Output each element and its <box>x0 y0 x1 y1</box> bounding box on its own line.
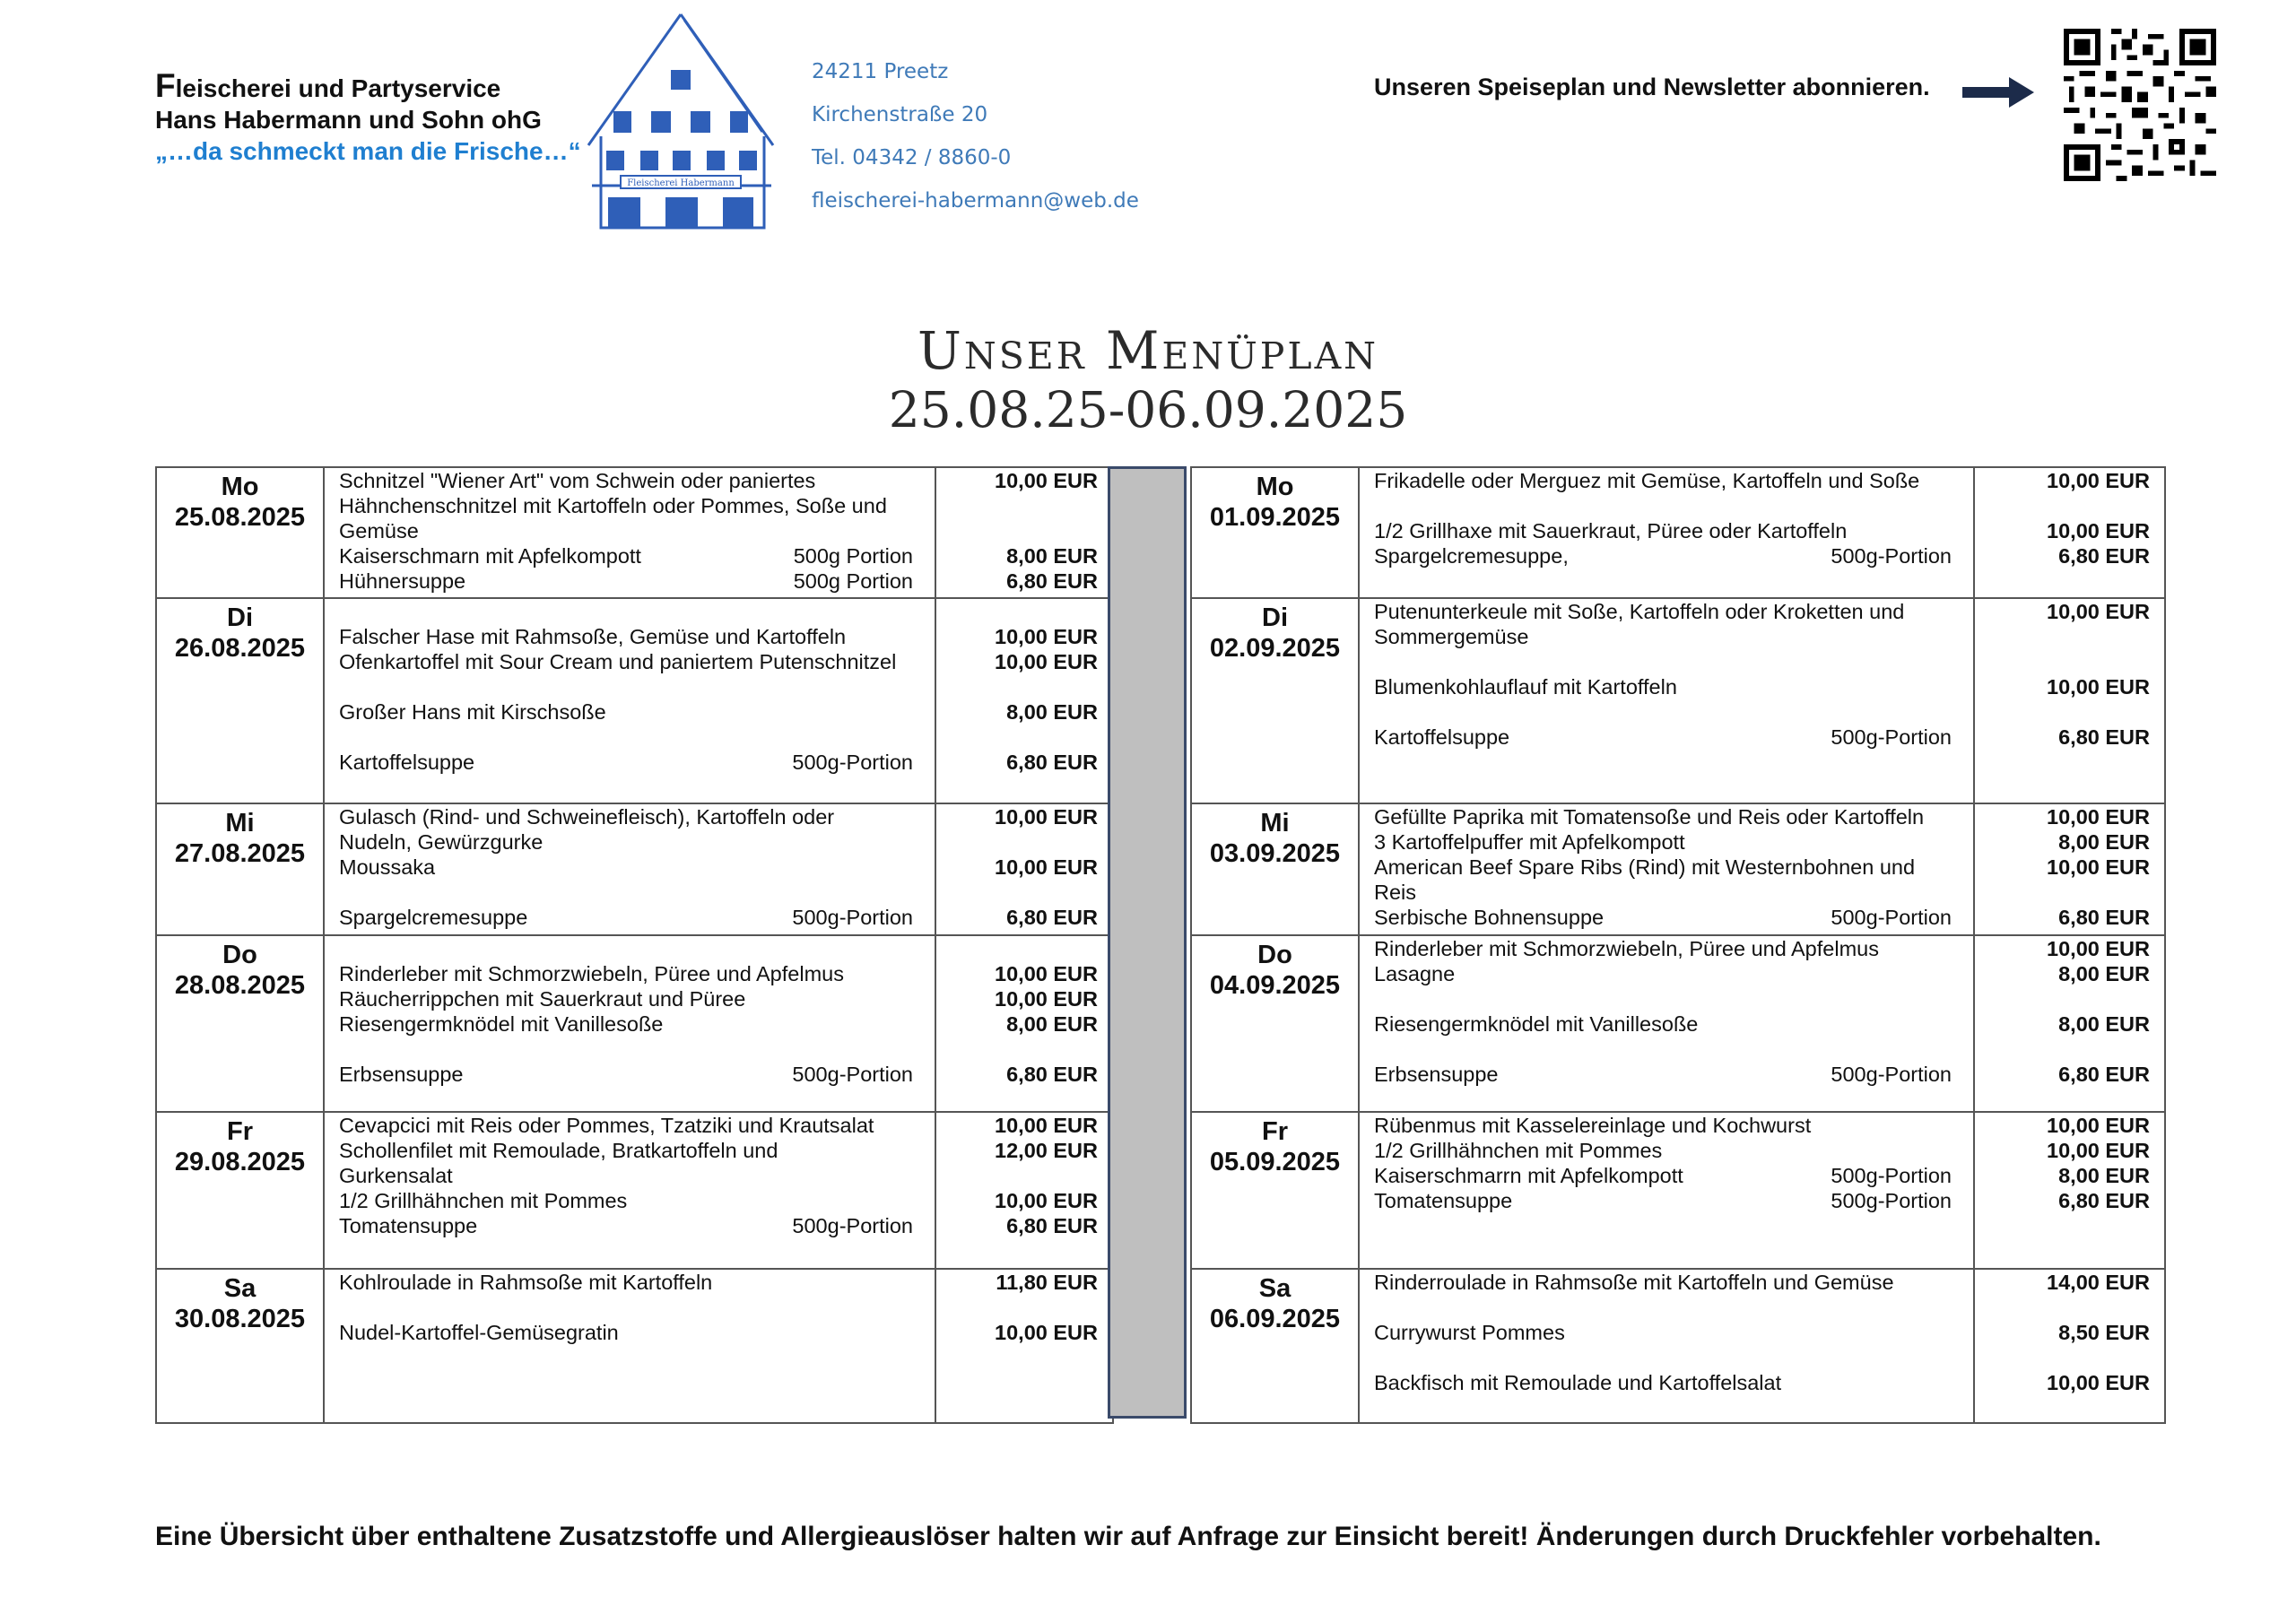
dish-name: Spargelcremesuppe <box>339 906 528 929</box>
portion-size: 500g-Portion <box>792 1214 913 1237</box>
prices-cell <box>1974 803 2165 935</box>
dish-name: Gemüse <box>339 519 419 542</box>
allergen-notice: Eine Übersicht über enthaltene Zusatzstoffe und Allergieauslöser halten wir auf Anfrage zur Einsicht bereit! Änderungen durch Druckfehler vorbehalten. <box>155 1522 2101 1551</box>
dishes-cell <box>324 467 935 598</box>
dish-line <box>325 1037 935 1062</box>
day-row <box>1191 1112 2165 1269</box>
dishes-cell <box>1359 803 1974 935</box>
day-row <box>1191 1269 2165 1423</box>
day-cell <box>1191 1269 1359 1423</box>
dish-price: 6,80 EUR <box>2058 1189 2150 1212</box>
dish-line <box>325 905 935 930</box>
portion-size: 500g-Portion <box>1831 1063 1952 1086</box>
portion-size: 500g-Portion <box>1831 906 1952 929</box>
prices-cell <box>1974 467 2165 598</box>
dish-price: 10,00 EUR <box>2047 675 2150 699</box>
dish-line <box>1360 855 1973 880</box>
dish-price: 10,00 EUR <box>2047 805 2150 829</box>
dish-line <box>1360 1370 1973 1395</box>
dish-line <box>325 1320 935 1345</box>
dish-price <box>936 518 1112 543</box>
date-label: 02.09.2025 <box>1209 634 1341 663</box>
dish-name: Erbsensuppe <box>339 1063 464 1086</box>
dish-name: Schollenfilet mit Remoulade, Bratkartoffeln und <box>339 1139 778 1162</box>
dish-price <box>936 725 1112 750</box>
day-cell <box>156 935 324 1112</box>
dish-price: 10,00 EUR <box>2047 519 2150 542</box>
dish-line <box>1360 1163 1973 1188</box>
dish-name: Gefüllte Paprika mit Tomatensoße und Reis oder Kartoffeln <box>1374 805 1925 829</box>
day-cell <box>1191 935 1359 1112</box>
dish-name: Kaiserschmarrn mit Apfelkompott <box>1374 1164 1683 1187</box>
dish-name: Erbsensuppe <box>1374 1063 1499 1086</box>
dish-price <box>1975 1037 2164 1062</box>
dish-line <box>1360 829 1973 855</box>
dish-price <box>1975 880 2164 905</box>
dishes-cell <box>324 1269 935 1423</box>
date-label: 06.09.2025 <box>1209 1305 1341 1333</box>
dish-line <box>325 468 935 493</box>
weekday-label: Do <box>222 941 257 969</box>
dish-line <box>1360 1062 1973 1087</box>
dish-name: Reis <box>1374 881 1417 904</box>
house-sign-text: Fleischerei Habermann <box>627 178 735 188</box>
dish-name: Falscher Hase mit Rahmsoße, Gemüse und Kartoffeln <box>339 625 847 648</box>
dish-price: 8,00 EUR <box>1006 700 1098 724</box>
dish-price: 8,00 EUR <box>2058 1164 2150 1187</box>
dish-name: Ofenkartoffel mit Sour Cream und paniertem Putenschnitzel <box>339 650 897 673</box>
dish-name: American Beef Spare Ribs (Rind) mit Westernbohnen und <box>1374 855 1916 879</box>
dish-name: Nudeln, Gewürzgurke <box>339 830 544 854</box>
dish-name: Kohlroulade in Rahmsoße mit Kartoffeln <box>339 1271 713 1294</box>
dish-name: 1/2 Grillhähnchen mit Pommes <box>339 1189 628 1212</box>
dish-name: Hühnersuppe <box>339 569 466 593</box>
address-email[interactable]: fleischerei-habermann@web.de <box>812 189 1139 213</box>
dish-line <box>325 1163 935 1188</box>
dish-line <box>325 725 935 750</box>
dish-name: Tomatensuppe <box>1374 1189 1513 1212</box>
day-cell <box>1191 1112 1359 1269</box>
prices-cell <box>935 935 1113 1112</box>
dish-price: 10,00 EUR <box>2047 1114 2150 1137</box>
dish-price: 6,80 EUR <box>1006 569 1098 593</box>
prices-cell <box>935 1269 1113 1423</box>
week1-menu-table <box>155 466 1114 1424</box>
dish-line <box>1360 1295 1973 1320</box>
date-label: 25.08.2025 <box>174 503 306 532</box>
dish-line <box>325 568 935 594</box>
dish-name: Serbische Bohnensuppe <box>1374 906 1605 929</box>
dish-line <box>1360 624 1973 649</box>
portion-size: 500g-Portion <box>1831 1189 1952 1212</box>
address-postcode-city: 24211 Preetz <box>812 60 949 83</box>
dish-name: 1/2 Grillhähnchen mit Pommes <box>1374 1139 1663 1162</box>
weekday-label: Mo <box>1256 473 1294 501</box>
dish-line <box>1360 599 1973 624</box>
dish-price <box>1975 493 2164 518</box>
portion-size: 500g-Portion <box>792 1063 913 1086</box>
dish-name: Rinderleber mit Schmorzwiebeln, Püree und Apfelmus <box>339 962 844 985</box>
company-initial: F <box>155 67 176 104</box>
company-name-line2: Hans Habermann und Sohn ohG <box>155 106 542 134</box>
weekday-label: Do <box>1257 941 1292 969</box>
dish-line <box>1360 518 1973 543</box>
dish-line <box>325 1213 935 1238</box>
week-divider <box>1108 466 1187 1419</box>
dish-name: Cevapcici mit Reis oder Pommes, Tzatziki und Krautsalat <box>339 1114 874 1137</box>
dish-price <box>936 880 1112 905</box>
dish-price: 10,00 EUR <box>2047 855 2150 879</box>
prices-cell <box>1974 1269 2165 1423</box>
dish-price: 10,00 EUR <box>995 855 1098 879</box>
prices-cell <box>935 1112 1113 1269</box>
dish-line <box>325 518 935 543</box>
dish-line <box>325 986 935 1011</box>
date-label: 04.09.2025 <box>1209 971 1341 1000</box>
day-row <box>1191 803 2165 935</box>
date-label: 29.08.2025 <box>174 1148 306 1176</box>
date-label: 26.08.2025 <box>174 634 306 663</box>
qr-code-icon[interactable] <box>2063 29 2217 181</box>
day-cell <box>156 1112 324 1269</box>
dish-line <box>1360 725 1973 750</box>
menu-date-range: 25.08.25-06.09.2025 <box>888 381 1408 438</box>
weekday-label: Mi <box>225 809 255 838</box>
dish-line <box>325 1062 935 1087</box>
dish-line <box>325 1188 935 1213</box>
dish-line <box>1360 1320 1973 1345</box>
dishes-cell <box>324 1112 935 1269</box>
address-block <box>812 50 1139 222</box>
dish-name: Riesengermknödel mit Vanillesoße <box>1374 1012 1699 1036</box>
dish-name: Gulasch (Rind- und Schweinefleisch), Kartoffeln oder <box>339 805 835 829</box>
date-label: 03.09.2025 <box>1209 839 1341 868</box>
dish-name: Gurkensalat <box>339 1164 453 1187</box>
prices-cell <box>1974 1112 2165 1269</box>
day-row <box>156 1269 1113 1423</box>
prices-cell <box>935 467 1113 598</box>
dish-line <box>325 750 935 775</box>
dish-price: 10,00 EUR <box>995 1189 1098 1212</box>
dish-price: 6,80 EUR <box>1006 1063 1098 1086</box>
dish-name: Blumenkohlauflauf mit Kartoffeln <box>1374 675 1677 699</box>
date-label: 05.09.2025 <box>1209 1148 1341 1176</box>
day-cell <box>156 1269 324 1423</box>
dish-line <box>1360 1138 1973 1163</box>
dish-price: 6,80 EUR <box>2058 1063 2150 1086</box>
dish-price: 10,00 EUR <box>2047 600 2150 623</box>
dish-price <box>1975 699 2164 725</box>
dish-line <box>1360 804 1973 829</box>
dish-price: 11,80 EUR <box>996 1271 1098 1294</box>
arrow-right-icon <box>1962 77 2034 108</box>
dish-price <box>936 493 1112 518</box>
dish-price <box>936 1163 1112 1188</box>
dish-name: Kartoffelsuppe <box>1374 725 1510 749</box>
day-row <box>1191 598 2165 803</box>
day-cell <box>156 598 324 803</box>
dish-name: Kartoffelsuppe <box>339 751 475 774</box>
portion-size: 500g Portion <box>793 569 913 593</box>
dish-line <box>325 1138 935 1163</box>
dish-line <box>325 624 935 649</box>
dish-price <box>1975 1345 2164 1370</box>
company-name-rest: leischerei und Partyservice <box>175 74 501 102</box>
dish-name: Frikadelle oder Merguez mit Gemüse, Kartoffeln und Soße <box>1374 469 1920 492</box>
dish-line <box>1360 649 1973 674</box>
dishes-cell <box>1359 598 1974 803</box>
portion-size: 500g-Portion <box>1831 725 1952 749</box>
shop-house-logo <box>583 11 778 230</box>
address-phone: Tel. 04342 / 8860-0 <box>812 146 1012 169</box>
dish-line <box>1360 905 1973 930</box>
dish-price <box>1975 624 2164 649</box>
dish-price: 6,80 EUR <box>1006 751 1098 774</box>
dish-name: Rinderroulade in Rahmsoße mit Kartoffeln und Gemüse <box>1374 1271 1894 1294</box>
dish-price: 6,80 EUR <box>1006 1214 1098 1237</box>
dish-price <box>936 1295 1112 1320</box>
menu-title <box>0 321 2296 439</box>
dish-name: Putenunterkeule mit Soße, Kartoffeln oder Kroketten und <box>1374 600 1905 623</box>
day-row <box>156 803 1113 935</box>
dish-price: 10,00 EUR <box>995 469 1098 492</box>
dish-price <box>936 936 1112 961</box>
dish-line <box>1360 699 1973 725</box>
dish-name: Nudel-Kartoffel-Gemüsegratin <box>339 1321 619 1344</box>
dish-price: 10,00 EUR <box>995 962 1098 985</box>
date-label: 30.08.2025 <box>174 1305 306 1333</box>
newsletter-promo-text: Unseren Speiseplan und Newsletter abonnieren. <box>1374 74 1930 100</box>
portion-size: 500g-Portion <box>1831 544 1952 568</box>
dish-name: Hähnchenschnitzel mit Kartoffeln oder Pommes, Soße und <box>339 494 887 517</box>
portion-size: 500g-Portion <box>792 906 913 929</box>
week2-menu-table <box>1190 466 2166 1424</box>
dish-price: 6,80 EUR <box>2058 544 2150 568</box>
dish-name: 1/2 Grillhaxe mit Sauerkraut, Püree oder Kartoffeln <box>1374 519 1848 542</box>
dish-price: 8,00 EUR <box>2058 962 2150 985</box>
dish-price: 8,00 EUR <box>2058 1012 2150 1036</box>
prices-cell <box>1974 935 2165 1112</box>
weekday-label: Di <box>227 603 253 632</box>
day-row <box>156 935 1113 1112</box>
day-row <box>1191 935 2165 1112</box>
dish-line <box>325 543 935 568</box>
dish-price <box>936 1037 1112 1062</box>
dish-line <box>1360 1011 1973 1037</box>
weekday-label: Di <box>1262 603 1288 632</box>
dish-name: Schnitzel "Wiener Art" vom Schwein oder paniertes <box>339 469 816 492</box>
dish-line <box>325 1270 935 1295</box>
dish-price: 10,00 EUR <box>995 625 1098 648</box>
weekday-label: Sa <box>223 1274 257 1303</box>
dish-line <box>1360 674 1973 699</box>
dishes-cell <box>1359 467 1974 598</box>
dish-line <box>325 804 935 829</box>
dish-line <box>325 1295 935 1320</box>
dish-line <box>325 599 935 624</box>
dish-price: 10,00 EUR <box>995 1114 1098 1137</box>
company-name-line1 <box>155 67 581 104</box>
dishes-cell <box>1359 1269 1974 1423</box>
dish-line <box>325 674 935 699</box>
day-cell <box>156 467 324 598</box>
dish-line <box>325 961 935 986</box>
dish-line <box>1360 543 1973 568</box>
dish-line <box>325 936 935 961</box>
dish-price <box>936 599 1112 624</box>
dishes-cell <box>1359 1112 1974 1269</box>
dish-name: Tomatensuppe <box>339 1214 478 1237</box>
prices-cell <box>1974 598 2165 803</box>
portion-size: 500g-Portion <box>1831 1164 1952 1187</box>
dish-price: 10,00 EUR <box>995 805 1098 829</box>
address-street: Kirchenstraße 20 <box>812 103 988 126</box>
dish-price: 14,00 EUR <box>2047 1271 2150 1294</box>
dish-price: 10,00 EUR <box>995 987 1098 1011</box>
dish-line <box>1360 1270 1973 1295</box>
dishes-cell <box>324 803 935 935</box>
menu-title-line1: Unser Menüplan <box>917 320 1379 381</box>
day-row <box>156 598 1113 803</box>
dish-name: Backfisch mit Remoulade und Kartoffelsalat <box>1374 1371 1782 1394</box>
day-cell <box>1191 467 1359 598</box>
dish-name: Spargelcremesuppe, <box>1374 544 1569 568</box>
dish-name: 3 Kartoffelpuffer mit Apfelkompott <box>1374 830 1685 854</box>
day-row <box>156 1112 1113 1269</box>
dishes-cell <box>324 935 935 1112</box>
day-cell <box>1191 598 1359 803</box>
dish-price: 6,80 EUR <box>2058 906 2150 929</box>
dish-price: 10,00 EUR <box>995 1321 1098 1344</box>
dish-line <box>1360 1113 1973 1138</box>
dish-price: 6,80 EUR <box>2058 725 2150 749</box>
dishes-cell <box>1359 935 1974 1112</box>
day-cell <box>1191 803 1359 935</box>
dish-name: Großer Hans mit Kirschsoße <box>339 700 606 724</box>
dish-price: 12,00 EUR <box>995 1139 1098 1162</box>
prices-cell <box>935 803 1113 935</box>
dish-price <box>936 674 1112 699</box>
dish-line <box>1360 986 1973 1011</box>
day-row <box>1191 467 2165 598</box>
dishes-cell <box>324 598 935 803</box>
dish-line <box>1360 880 1973 905</box>
dish-line <box>325 493 935 518</box>
dish-price <box>936 829 1112 855</box>
weekday-label: Fr <box>227 1117 253 1146</box>
dish-price: 10,00 EUR <box>2047 937 2150 960</box>
portion-size: 500g-Portion <box>792 751 913 774</box>
dish-name: Sommergemüse <box>1374 625 1529 648</box>
dish-price: 10,00 EUR <box>2047 1139 2150 1162</box>
dish-price: 8,00 EUR <box>1006 1012 1098 1036</box>
dish-line <box>1360 468 1973 493</box>
dish-name: Moussaka <box>339 855 436 879</box>
dish-price: 8,50 EUR <box>2058 1321 2150 1344</box>
dish-price: 10,00 EUR <box>2047 1371 2150 1394</box>
dish-price: 8,00 EUR <box>1006 544 1098 568</box>
weekday-label: Sa <box>1258 1274 1292 1303</box>
dish-name: Riesengermknödel mit Vanillesoße <box>339 1012 664 1036</box>
dish-name: Kaiserschmarn mit Apfelkompott <box>339 544 641 568</box>
prices-cell <box>935 598 1113 803</box>
dish-line <box>325 829 935 855</box>
dish-price <box>1975 986 2164 1011</box>
dish-name: Rübenmus mit Kasselereinlage und Kochwurst <box>1374 1114 1812 1137</box>
dish-price: 8,00 EUR <box>2058 830 2150 854</box>
dish-line <box>325 699 935 725</box>
dish-price <box>1975 649 2164 674</box>
dish-line <box>1360 1037 1973 1062</box>
dish-line <box>1360 936 1973 961</box>
dish-line <box>325 1113 935 1138</box>
dish-line <box>1360 961 1973 986</box>
weekday-label: Fr <box>1262 1117 1288 1146</box>
dish-line <box>325 649 935 674</box>
date-label: 28.08.2025 <box>174 971 306 1000</box>
portion-size: 500g Portion <box>793 544 913 568</box>
weekday-label: Mo <box>221 473 259 501</box>
day-row <box>156 467 1113 598</box>
dish-line <box>1360 493 1973 518</box>
dish-line <box>1360 1345 1973 1370</box>
dish-price: 6,80 EUR <box>1006 906 1098 929</box>
dish-line <box>325 880 935 905</box>
dish-line <box>325 855 935 880</box>
dish-price <box>1975 1295 2164 1320</box>
day-cell <box>156 803 324 935</box>
dish-price: 10,00 EUR <box>2047 469 2150 492</box>
date-label: 01.09.2025 <box>1209 503 1341 532</box>
weekday-label: Mi <box>1260 809 1290 838</box>
dish-line <box>325 1011 935 1037</box>
company-block <box>155 67 581 167</box>
date-label: 27.08.2025 <box>174 839 306 868</box>
dish-name: Räucherrippchen mit Sauerkraut und Püree <box>339 987 746 1011</box>
dish-name: Lasagne <box>1374 962 1456 985</box>
dish-price: 10,00 EUR <box>995 650 1098 673</box>
dish-name: Currywurst Pommes <box>1374 1321 1565 1344</box>
dish-line <box>1360 1188 1973 1213</box>
company-slogan: „…da schmeckt man die Frische…“ <box>155 137 581 165</box>
dish-name: Rinderleber mit Schmorzwiebeln, Püree und Apfelmus <box>1374 937 1879 960</box>
